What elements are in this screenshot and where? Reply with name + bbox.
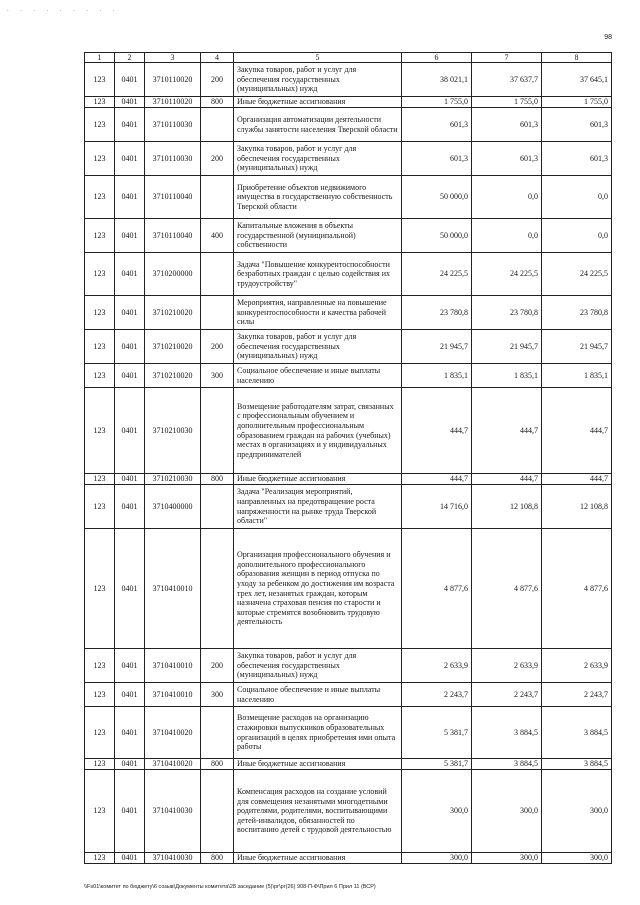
table-cell: 444,7 xyxy=(472,388,542,474)
table-cell: 4 877,6 xyxy=(472,529,542,649)
table-cell: 123 xyxy=(85,330,115,364)
table-cell: 0,0 xyxy=(472,219,542,253)
table-cell: 123 xyxy=(85,97,115,108)
column-header: 8 xyxy=(542,53,612,63)
table-cell: 3710410010 xyxy=(145,649,201,683)
table-cell: Мероприятия, направленные на повышение конкурентоспособности и качества рабочей силы xyxy=(234,296,402,330)
table-cell: 123 xyxy=(85,853,115,864)
table-cell: 3710410020 xyxy=(145,707,201,759)
table-cell: 444,7 xyxy=(542,474,612,485)
table-cell: 0401 xyxy=(115,108,145,142)
page-number: 98 xyxy=(604,34,612,41)
table-cell: 3 884,5 xyxy=(542,759,612,770)
table-cell: 3710110020 xyxy=(145,97,201,108)
table-row xyxy=(85,142,612,176)
table-cell xyxy=(201,388,234,474)
table-cell: 0401 xyxy=(115,853,145,864)
table-cell: Задача "Повышение конкурентоспособности безработных граждан с целью содействия их трудоустройству" xyxy=(234,253,402,296)
table-cell: 0401 xyxy=(115,364,145,388)
table-cell: 123 xyxy=(85,364,115,388)
table-cell: 3710200000 xyxy=(145,253,201,296)
table-cell: 3710410030 xyxy=(145,770,201,853)
table-cell: Возмещение работодателям затрат, связанных с профессиональным обучением и дополнительным профессиональным образованием граждан на рабочих (учебных) местах в организациях и у индивидуальных предпринимателей xyxy=(234,388,402,474)
table-cell xyxy=(201,485,234,529)
table-cell: 14 716,0 xyxy=(402,485,472,529)
table-cell xyxy=(201,108,234,142)
table-cell: 1 755,0 xyxy=(542,97,612,108)
table-cell: 1 835,1 xyxy=(472,364,542,388)
table-cell: 0401 xyxy=(115,770,145,853)
table-cell: Закупка товаров, работ и услуг для обеспечения государственных (муниципальных) нужд xyxy=(234,142,402,176)
table-cell: 0401 xyxy=(115,474,145,485)
table-row xyxy=(85,63,612,97)
table-cell xyxy=(201,176,234,219)
table-row xyxy=(85,683,612,707)
table-row xyxy=(85,529,612,649)
table-cell: 1 755,0 xyxy=(472,97,542,108)
scan-header-marks: . . . . . . . . . xyxy=(6,6,119,13)
table-cell: Социальное обеспечение и иные выплаты населению xyxy=(234,683,402,707)
table-cell: Иные бюджетные ассигнования xyxy=(234,759,402,770)
table-cell: 5 381,7 xyxy=(402,759,472,770)
table-cell: 3 884,5 xyxy=(542,707,612,759)
table-cell: 123 xyxy=(85,707,115,759)
table-cell: 444,7 xyxy=(472,474,542,485)
table-row xyxy=(85,176,612,219)
table-cell: 123 xyxy=(85,63,115,97)
table-cell: 123 xyxy=(85,485,115,529)
table-row xyxy=(85,474,612,485)
table-cell: 4 877,6 xyxy=(402,529,472,649)
table-cell: 3710110040 xyxy=(145,176,201,219)
table-cell: 400 xyxy=(201,219,234,253)
table-cell: 38 021,1 xyxy=(402,63,472,97)
table-cell: 800 xyxy=(201,474,234,485)
table-cell: 123 xyxy=(85,759,115,770)
column-header: 1 xyxy=(85,53,115,63)
table-row xyxy=(85,649,612,683)
table-cell xyxy=(201,529,234,649)
table-row xyxy=(85,485,612,529)
table-cell: 0401 xyxy=(115,485,145,529)
table-cell: Закупка товаров, работ и услуг для обеспечения государственных (муниципальных) нужд xyxy=(234,330,402,364)
table-cell: 24 225,5 xyxy=(472,253,542,296)
table-row xyxy=(85,759,612,770)
table-cell: 21 945,7 xyxy=(402,330,472,364)
table-cell: 1 835,1 xyxy=(402,364,472,388)
table-cell: 3710210030 xyxy=(145,474,201,485)
table-cell: 3710110030 xyxy=(145,108,201,142)
table-cell: 123 xyxy=(85,649,115,683)
table-cell: 300,0 xyxy=(402,770,472,853)
table-cell: 3710110020 xyxy=(145,63,201,97)
table-cell: 3710110030 xyxy=(145,142,201,176)
table-cell: 0401 xyxy=(115,97,145,108)
table-cell: 0401 xyxy=(115,529,145,649)
table-cell: 123 xyxy=(85,296,115,330)
table-cell: 123 xyxy=(85,176,115,219)
column-header: 4 xyxy=(201,53,234,63)
table-cell: 0,0 xyxy=(542,176,612,219)
column-header: 3 xyxy=(145,53,201,63)
table-cell: 50 000,0 xyxy=(402,176,472,219)
table-cell: 800 xyxy=(201,853,234,864)
table-cell: 123 xyxy=(85,770,115,853)
table-cell: 200 xyxy=(201,649,234,683)
table-cell: Организация профессионального обучения и дополнительного профессионального образования женщин в период отпуска по уходу за ребенком до достижения им возраста трех лет, незанятых граждан, которым назначена страховая пенсия по старости и которые стремятся возобновить трудовую деятельность xyxy=(234,529,402,649)
table-cell: 0401 xyxy=(115,649,145,683)
table-cell: 2 243,7 xyxy=(402,683,472,707)
table-row xyxy=(85,330,612,364)
table-cell: 2 243,7 xyxy=(542,683,612,707)
table-cell: 3 884,5 xyxy=(472,707,542,759)
table-row xyxy=(85,108,612,142)
table-cell: 0401 xyxy=(115,219,145,253)
table-cell: 0401 xyxy=(115,63,145,97)
table-cell: 3710410030 xyxy=(145,853,201,864)
table-cell: 123 xyxy=(85,142,115,176)
table-row xyxy=(85,707,612,759)
table-cell: Капитальные вложения в объекты государственной (муниципальной) собственности xyxy=(234,219,402,253)
table-cell: 200 xyxy=(201,142,234,176)
table-cell: 0401 xyxy=(115,142,145,176)
table-cell xyxy=(201,770,234,853)
table-cell: 1 755,0 xyxy=(402,97,472,108)
table-cell: Закупка товаров, работ и услуг для обеспечения государственных (муниципальных) нужд xyxy=(234,63,402,97)
table-cell: 0401 xyxy=(115,683,145,707)
table-cell: Возмещение расходов на организацию стажировки выпускников образовательных организаций в целях приобретения ими опыта работы xyxy=(234,707,402,759)
table-cell: Иные бюджетные ассигнования xyxy=(234,853,402,864)
table-cell: 23 780,8 xyxy=(402,296,472,330)
table-cell: 444,7 xyxy=(402,474,472,485)
table-cell: Иные бюджетные ассигнования xyxy=(234,474,402,485)
table-cell: 2 633,9 xyxy=(402,649,472,683)
table-cell: Иные бюджетные ассигнования xyxy=(234,97,402,108)
table-cell: 0401 xyxy=(115,253,145,296)
table-cell: 3710410010 xyxy=(145,683,201,707)
table-cell: 300,0 xyxy=(472,853,542,864)
table-cell: 3710110040 xyxy=(145,219,201,253)
table-cell: 3 884,5 xyxy=(472,759,542,770)
table-cell: 23 780,8 xyxy=(542,296,612,330)
table-cell: 123 xyxy=(85,683,115,707)
table-cell: 300,0 xyxy=(402,853,472,864)
table-cell: 300 xyxy=(201,683,234,707)
table-row xyxy=(85,770,612,853)
table-cell: 0401 xyxy=(115,707,145,759)
table-cell: 23 780,8 xyxy=(472,296,542,330)
table-cell: 3710410020 xyxy=(145,759,201,770)
file-path-footer: \\Fs01\комитет по бюджету\6 созыв\Документы комитета\28 заседание (5)\рг\рг(26) 908-П-Ф\Прил 6 Прил 11 (ВСР) xyxy=(84,884,376,890)
table-cell: Задача "Реализация мероприятий, направленных на предотвращение роста напряженности на рынке труда Тверской области" xyxy=(234,485,402,529)
table-cell: 123 xyxy=(85,108,115,142)
table-row xyxy=(85,219,612,253)
table-cell: Социальное обеспечение и иные выплаты населению xyxy=(234,364,402,388)
table-cell: 123 xyxy=(85,529,115,649)
table-cell: 1 835,1 xyxy=(542,364,612,388)
table-cell: 37 645,1 xyxy=(542,63,612,97)
table-cell: Компенсация расходов на создание условий для совмещения незанятыми многодетными родителями, родителями, воспитывающими детей-инвалидов, обязанностей по воспитанию детей с трудовой деятельностью xyxy=(234,770,402,853)
table-cell: 800 xyxy=(201,97,234,108)
table-cell: 24 225,5 xyxy=(542,253,612,296)
column-header: 6 xyxy=(402,53,472,63)
table-cell: 300,0 xyxy=(472,770,542,853)
table-cell: 601,3 xyxy=(402,108,472,142)
column-header: 7 xyxy=(472,53,542,63)
table-cell xyxy=(201,707,234,759)
column-header: 2 xyxy=(115,53,145,63)
table-cell: 123 xyxy=(85,388,115,474)
table-cell: Приобретение объектов недвижимого имущества в государственную собственность Тверской области xyxy=(234,176,402,219)
table-cell: 37 637,7 xyxy=(472,63,542,97)
table-cell: 0,0 xyxy=(542,219,612,253)
table-cell: 300,0 xyxy=(542,853,612,864)
table-cell: 3710210030 xyxy=(145,388,201,474)
table-cell: 24 225,5 xyxy=(402,253,472,296)
table-cell: 601,3 xyxy=(542,108,612,142)
table-cell: 800 xyxy=(201,759,234,770)
table-cell: 0401 xyxy=(115,176,145,219)
table-cell: 0401 xyxy=(115,330,145,364)
table-cell: 4 877,6 xyxy=(542,529,612,649)
table-cell: 444,7 xyxy=(402,388,472,474)
table-cell: 3710210020 xyxy=(145,330,201,364)
table-cell: 0401 xyxy=(115,759,145,770)
table-cell: 3710410010 xyxy=(145,529,201,649)
table-cell: 444,7 xyxy=(542,388,612,474)
table-cell: 21 945,7 xyxy=(472,330,542,364)
table-cell: 123 xyxy=(85,474,115,485)
table-cell: 200 xyxy=(201,330,234,364)
table-row xyxy=(85,296,612,330)
table-cell: 601,3 xyxy=(472,142,542,176)
table-cell: 2 633,9 xyxy=(472,649,542,683)
table-cell: 3710400000 xyxy=(145,485,201,529)
table-cell: 21 945,7 xyxy=(542,330,612,364)
header-row xyxy=(85,53,612,63)
table-row xyxy=(85,97,612,108)
table-cell: 300,0 xyxy=(542,770,612,853)
table-cell: 50 000,0 xyxy=(402,219,472,253)
table-cell: 601,3 xyxy=(542,142,612,176)
table-cell: 5 381,7 xyxy=(402,707,472,759)
table-cell: 123 xyxy=(85,253,115,296)
table-cell: 3710210020 xyxy=(145,296,201,330)
budget-table xyxy=(84,52,612,864)
table-cell: 601,3 xyxy=(402,142,472,176)
table-cell: 12 108,8 xyxy=(472,485,542,529)
table-cell xyxy=(201,253,234,296)
table-row xyxy=(85,364,612,388)
table-row xyxy=(85,853,612,864)
table-row xyxy=(85,253,612,296)
table-cell: 3710210020 xyxy=(145,364,201,388)
table-cell: Закупка товаров, работ и услуг для обеспечения государственных (муниципальных) нужд xyxy=(234,649,402,683)
table-cell: 200 xyxy=(201,63,234,97)
table-cell: 12 108,8 xyxy=(542,485,612,529)
table-cell: 0401 xyxy=(115,388,145,474)
table-cell: 0401 xyxy=(115,296,145,330)
table-cell: 0,0 xyxy=(472,176,542,219)
table-cell: 300 xyxy=(201,364,234,388)
table-cell: Организация автоматизации деятельности службы занятости населения Тверской области xyxy=(234,108,402,142)
table-cell: 123 xyxy=(85,219,115,253)
table-row xyxy=(85,388,612,474)
column-header: 5 xyxy=(234,53,402,63)
table-cell: 2 243,7 xyxy=(472,683,542,707)
table-cell: 2 633,9 xyxy=(542,649,612,683)
table-cell xyxy=(201,296,234,330)
table-cell: 601,3 xyxy=(472,108,542,142)
